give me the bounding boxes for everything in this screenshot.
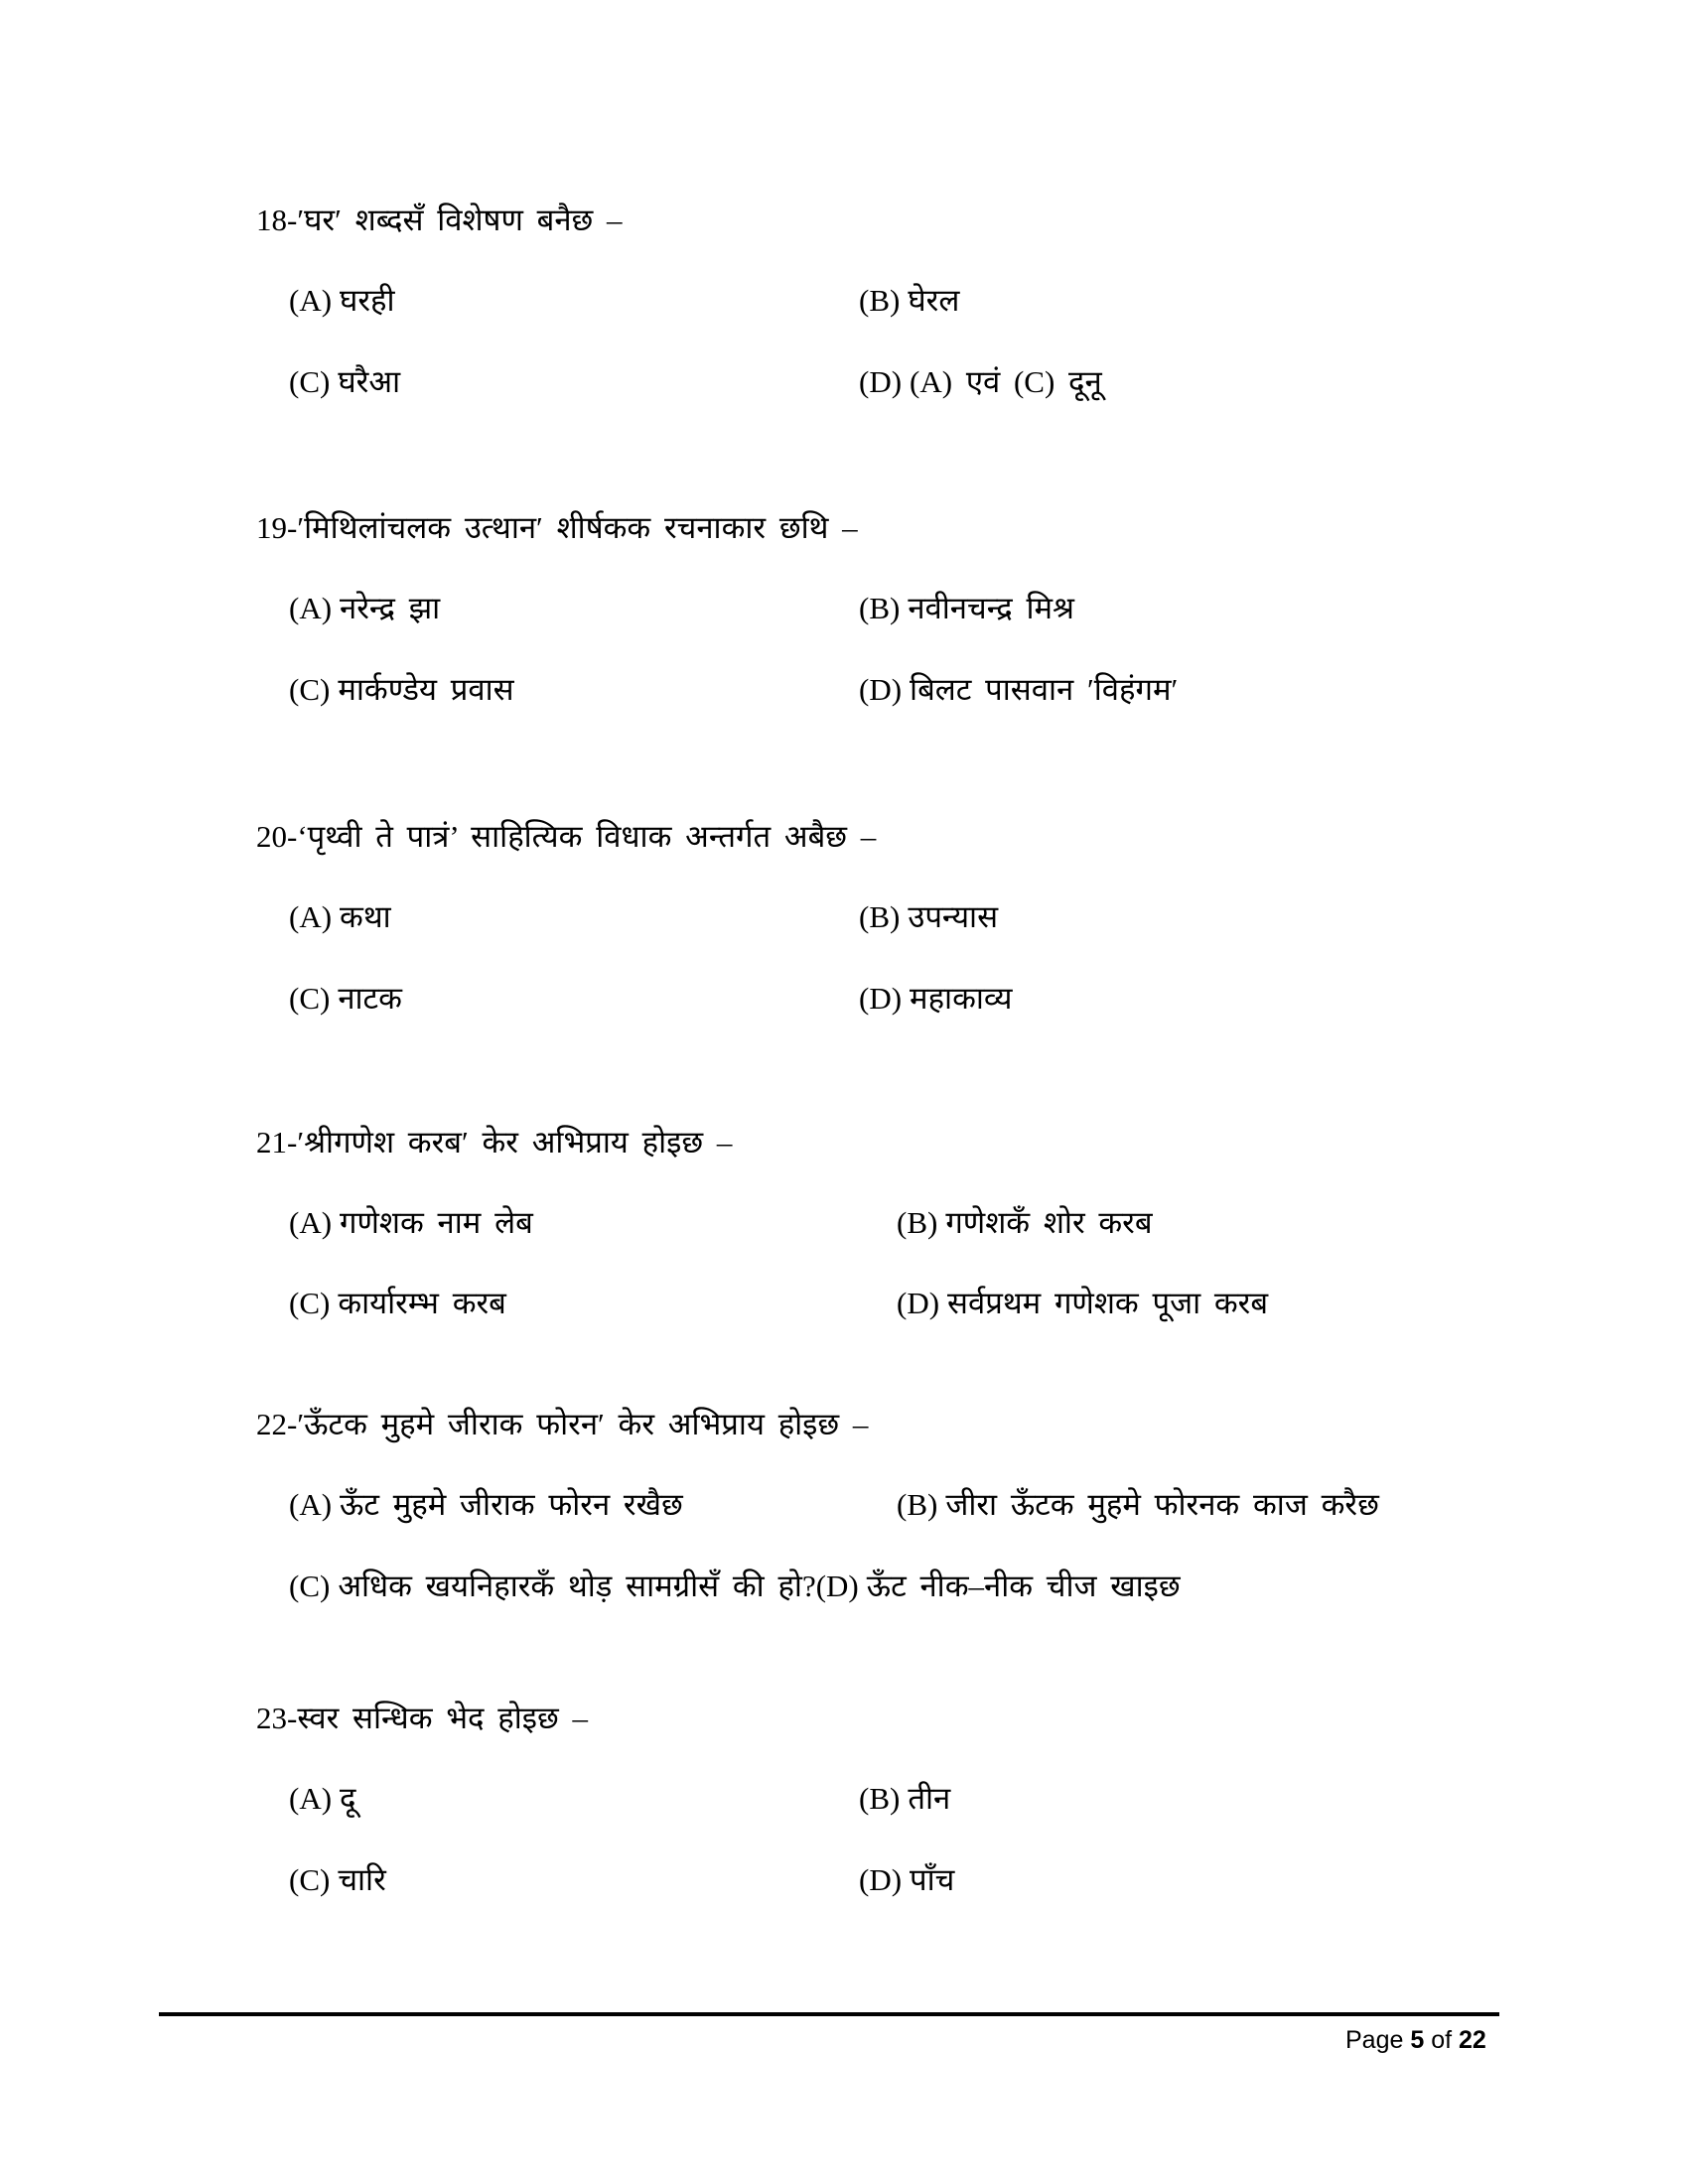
option-text: गणेशकँ शोर करब [945,1205,1153,1240]
option-label: (B) [897,1205,938,1240]
option-text: ऊँट मुहमे जीराक फोरन रखैछ [340,1487,683,1522]
question-number: 20- [256,819,298,854]
question-number: 18- [256,203,298,237]
option-label: (A) [289,591,333,625]
option-text: अधिक खयनिहारकँ थोड़ सामग्रीसँ की हो? [338,1569,816,1603]
option-b [859,281,959,321]
option-text: जीरा ऊँटक मुहमे फोरनक काज करैछ [945,1487,1379,1522]
option-label: (B) [897,1487,938,1522]
question-prompt: ′मिथिलांचलक उत्थान′ शीर्षकक रचनाकार छथि – [297,510,858,545]
option-text: तीन [908,1781,951,1816]
option-a [289,1485,683,1525]
option-label: (C) [289,364,331,399]
option-text: उपन्यास [908,899,999,934]
question-text [256,508,858,548]
current-page-number: 5 [1410,2026,1425,2054]
question-prompt: ′श्रीगणेश करब′ केर अभिप्राय होइछ – [297,1125,733,1160]
option-a [289,1779,356,1819]
option-text: कार्यारम्भ करब [338,1286,506,1320]
option-c [289,1284,506,1323]
option-d [859,362,1102,402]
option-b [897,1203,1153,1243]
option-text: घरही [340,283,395,318]
option-text: घेरल [908,283,960,318]
footer-divider [159,2012,1499,2016]
option-text: महाकाव्य [910,981,1013,1016]
option-c [289,979,402,1019]
question-text [256,817,876,857]
option-label: (B) [859,591,901,625]
option-label: (A) [289,1781,333,1816]
option-label: (B) [859,1781,901,1816]
option-label: (C) [289,672,331,707]
option-c-and-d-row [289,1567,1181,1606]
option-d [859,670,1178,710]
option-d [859,979,1013,1019]
option-b [897,1485,1379,1525]
of-word: of [1431,2026,1453,2054]
question-text [256,1123,732,1162]
option-a [289,281,395,321]
option-text: सर्वप्रथम गणेशक पूजा करब [947,1286,1269,1320]
option-label: (A) [289,283,333,318]
question-number: 22- [256,1407,298,1441]
option-c [289,1569,816,1603]
option-a [289,589,440,628]
option-c [289,1860,386,1900]
page-word: Page [1345,2026,1404,2054]
option-a [289,897,391,937]
option-text: घरैआ [338,364,401,399]
option-b [859,589,1074,628]
option-text: कथा [340,899,391,934]
option-label: (C) [289,1286,331,1320]
option-label: (D) [859,672,903,707]
option-label: (A) [289,899,333,934]
option-label: (D) [859,364,903,399]
question-number: 21- [256,1125,298,1160]
option-c [289,670,514,710]
option-text: नाटक [338,981,402,1016]
question-text [256,201,623,240]
option-d [816,1569,1181,1603]
option-text: चारि [338,1862,386,1897]
question-number: 23- [256,1701,298,1735]
page-number [1345,2023,1486,2057]
option-text: ऊँट नीक–नीक चीज खाइछ [866,1569,1181,1603]
question-prompt: ‘पृथ्वी ते पात्रं’ साहित्यिक विधाक अन्तर्गत अबैछ – [297,819,877,854]
question-prompt: ′घर′ शब्दसँ विशेषण बनैछ – [297,203,623,237]
option-label: (A) [289,1487,333,1522]
question-text [256,1699,588,1738]
option-label: (B) [859,283,901,318]
option-text: (A) एवं (C) दूनू [910,364,1102,399]
question-prompt: ′ऊँटक मुहमे जीराक फोरन′ केर अभिप्राय होइछ – [297,1407,869,1441]
question-number: 19- [256,510,298,545]
option-a [289,1203,533,1243]
option-label: (C) [289,981,331,1016]
option-label: (D) [815,1569,859,1603]
option-b [859,897,998,937]
option-d [897,1284,1268,1323]
option-label: (A) [289,1205,333,1240]
option-label: (B) [859,899,901,934]
option-text: नरेन्द्र झा [340,591,441,625]
question-text [256,1405,868,1444]
option-label: (D) [859,981,903,1016]
option-text: नवीनचन्द्र मिश्र [908,591,1074,625]
option-text: पाँच [910,1862,955,1897]
option-label: (C) [289,1569,331,1603]
option-text: गणेशक नाम लेब [340,1205,533,1240]
option-text: दू [340,1781,356,1816]
option-d [859,1860,954,1900]
option-b [859,1779,950,1819]
total-pages-number: 22 [1459,2026,1486,2054]
option-text: मार्कण्डेय प्रवास [338,672,514,707]
option-c [289,362,400,402]
option-label: (D) [897,1286,940,1320]
option-label: (D) [859,1862,903,1897]
option-label: (C) [289,1862,331,1897]
option-text: बिलट पासवान ′विहंगम′ [910,672,1179,707]
question-prompt: स्वर सन्धिक भेद होइछ – [297,1701,588,1735]
